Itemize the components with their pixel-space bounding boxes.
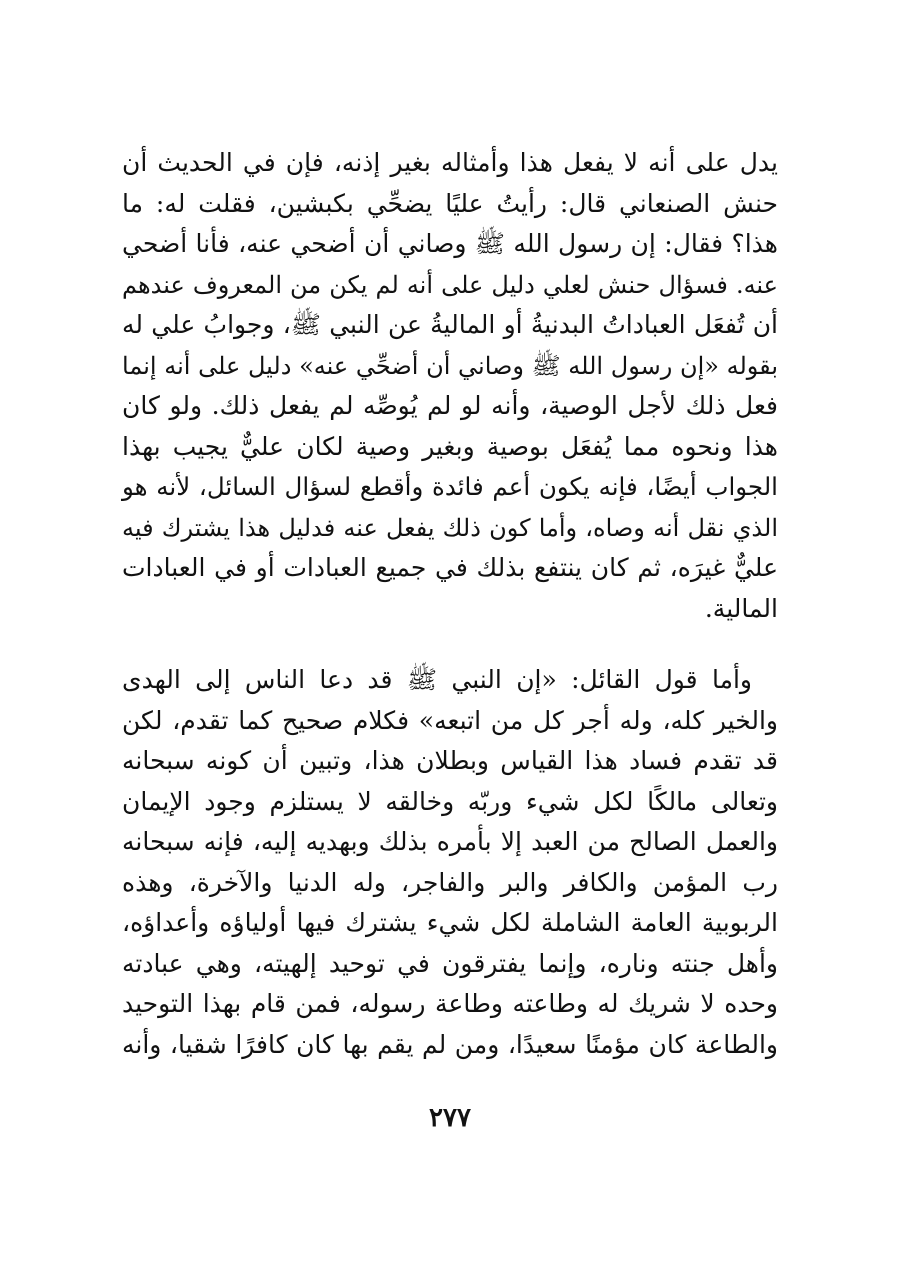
text-line: الربوبية العامة الشاملة لكل شيء يشترك فيها أولياؤه وأعداؤه،: [122, 908, 778, 937]
text-line: فعل ذلك لأجل الوصية، وأنه لو لم يُوصِّه لم يفعل ذلك. ولو كان: [122, 391, 778, 420]
text-line: هذا؟ فقال: إن رسول الله ﷺ وصاني أن أضحي عنه، فأنا أضحي: [122, 229, 778, 258]
text-line: الذي نقل أنه وصاه، وأما كون ذلك يفعل عنه فدليل هذا يشترك فيه: [122, 513, 778, 542]
text-line: وأهل جنته وناره، وإنما يفترقون في توحيد إلهيته، وهي عبادته: [122, 948, 778, 978]
text-line: الجواب أيضًا، فإنه يكون أعم فائدة وأقطع لسؤال السائل، لأنه هو: [122, 472, 778, 501]
text-line: والطاعة كان مؤمنًا سعيدًا، ومن لم يقم بها كان كافرًا شقيا، وأنه: [122, 1029, 778, 1059]
text-line: بقوله «إن رسول الله ﷺ وصاني أن أضحِّي عنه» دليل على أنه إنما: [122, 351, 778, 380]
text-line: رب المؤمن والكافر والبر والفاجر، وله الدنيا والآخرة، وهذه: [122, 867, 778, 897]
text-line: عنه. فسؤال حنش لعلي دليل على أنه لم يكن من المعروف عندهم: [122, 270, 778, 299]
text-line: عليٌّ غيرَه، ثم كان ينتفع بذلك في جميع العبادات أو في العبادات: [122, 553, 778, 582]
text-line: أن تُفعَل العباداتُ البدنيةُ أو الماليةُ عن النبي ﷺ، وجوابُ علي له: [122, 310, 778, 339]
text-line: وأما قول القائل: «إن النبي ﷺ قد دعا الناس إلى الهدى: [122, 665, 752, 694]
text-line: يدل على أنه لا يفعل هذا وأمثاله بغير إذنه، فإن في الحديث أن: [122, 148, 778, 177]
text-line: حنش الصنعاني قال: رأيتُ عليًا يضحِّي بكبشين، فقلت له: ما: [122, 188, 778, 218]
page-number: ٢٧٧: [429, 1103, 471, 1133]
text-line: وحده لا شريك له وطاعته وطاعة رسوله، فمن قام بهذا التوحيد: [122, 989, 778, 1018]
text-line: المالية.: [704, 593, 778, 623]
text-line: قد تقدم فساد هذا القياس وبطلان هذا، وتبين أن كونه سبحانه: [122, 746, 778, 775]
paragraph-1: [122, 143, 778, 629]
text-line: والخير كله، وله أجر كل من اتبعه» فكلام صحيح كما تقدم، لكن: [122, 705, 778, 735]
text-line: والعمل الصالح من العبد إلا بأمره بذلك وبهديه إليه، فإنه سبحانه: [122, 827, 778, 856]
text-line: هذا ونحوه مما يُفعَل بوصية وبغير وصية لكان عليٌّ يجيب بهذا: [122, 431, 778, 461]
paragraph-2: [122, 660, 778, 1065]
text-line: وتعالى مالكًا لكل شيء وربّه وخالقه لا يستلزم وجود الإيمان: [122, 786, 778, 816]
